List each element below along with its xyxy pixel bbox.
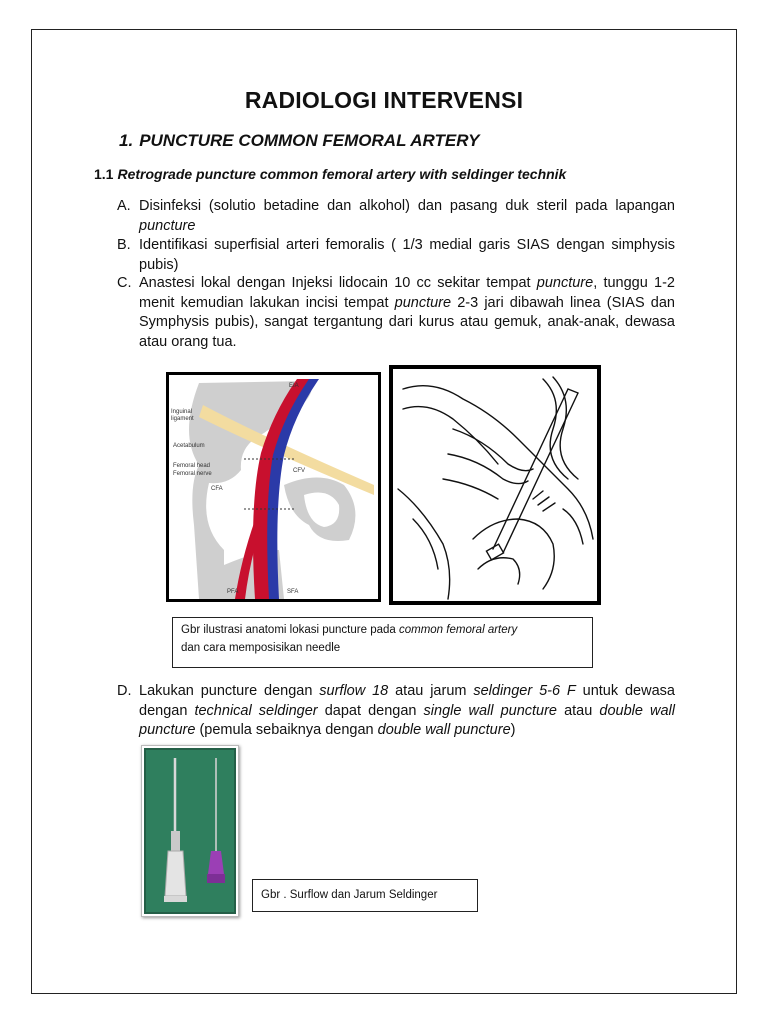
caption-needles: Gbr . Surflow dan Jarum Seldinger [252,879,478,912]
list-letter: B. [117,237,131,253]
label-sfa: SFA [287,589,299,595]
hands-svg [393,369,597,601]
text-run-italic: technical seldinger [194,702,318,719]
text-run-italic: seldinger 5-6 F [473,683,576,699]
text-run: Identifikasi superfisial arteri femoralis ( 1/3 medial garis SIAS dengan simphysis pubis) [139,237,675,273]
text-run-italic: puncture [139,217,196,234]
caption-text-italic: common femoral artery [398,624,518,636]
list-letter: A. [117,198,131,214]
needle-photo [141,745,239,917]
list-text [139,236,675,275]
label-inguinal: Inguinal [171,409,193,415]
text-run: (pemula sebaiknya dengan [195,722,378,738]
section-number: 1. [119,131,134,150]
section-title: PUNCTURE COMMON FEMORAL ARTERY [139,131,480,150]
label-pfa: PFA [227,589,239,595]
text-run: Anastesi lokal dengan Injeksi lidocain 10 cc sekitar tempat [139,275,537,291]
label-eia: EIA [289,383,299,389]
text-run: , tunggu 1-2 menit kemudian lakukan incisi tempat [139,275,675,311]
text-run-italic: double wall puncture [139,702,675,738]
list-item-d [117,682,675,741]
text-run: dapat dengan [317,702,424,719]
list-text [139,274,675,352]
text-run: atau jarum [388,683,474,699]
list-text [139,682,675,741]
text-run-italic: puncture [536,275,594,291]
label-femoral-head: Femoral head [173,463,211,469]
label-cfa: CFA [211,486,223,492]
page-title: RADIOLOGI INTERVENSI [244,87,524,113]
list-letter: D. [117,683,132,699]
label-ligament: ligament [171,416,194,422]
text-run-italic: puncture [394,294,452,311]
text-run: 2-3 jari dibawah linea (SIAS dan Symphysis pubis), sangat tergantung dari kurus atau gemuk, anak-anak, dewasa atau orang tua. [139,294,675,350]
needle-positioning-drawing [389,365,601,605]
list-text [139,197,675,236]
caption-anatomy [172,617,593,668]
subsection-number: 1.1 [94,166,114,182]
text-run-italic: surflow 18 [319,683,389,699]
caption-text: Gbr ilustrasi anatomi lokasi puncture pada [181,624,399,636]
label-femoral-nerve: Femoral nerve [173,471,212,477]
subsection-heading [94,166,566,182]
caption-line-2: dan cara memposisikan needle [181,642,341,654]
caption-line-1 [181,621,584,639]
text-run-italic: single wall puncture [423,702,557,719]
list-item-c [117,274,675,352]
text-run-italic: double wall puncture [377,722,511,738]
text-run: ) [510,722,516,738]
label-acetabulum: Acetabulum [173,443,205,449]
subsection-title: Retrograde puncture common femoral artery with seldinger technik [117,166,567,182]
text-run: Lakukan puncture dengan [139,683,320,699]
anatomy-illustration [166,372,381,602]
text-run: Disinfeksi (solutio betadine dan alkohol) dan pasang duk steril pada lapangan [139,198,675,214]
label-cfv: CFV [293,468,305,474]
text-run: untuk dewasa dengan [139,683,675,719]
list-letter: C. [117,275,132,291]
section-heading [119,131,480,151]
needle-photo-svg [142,746,238,916]
list-item-a [117,197,675,236]
anatomy-svg [169,375,378,599]
list-item-b [117,236,675,275]
text-run: atau [557,702,600,719]
